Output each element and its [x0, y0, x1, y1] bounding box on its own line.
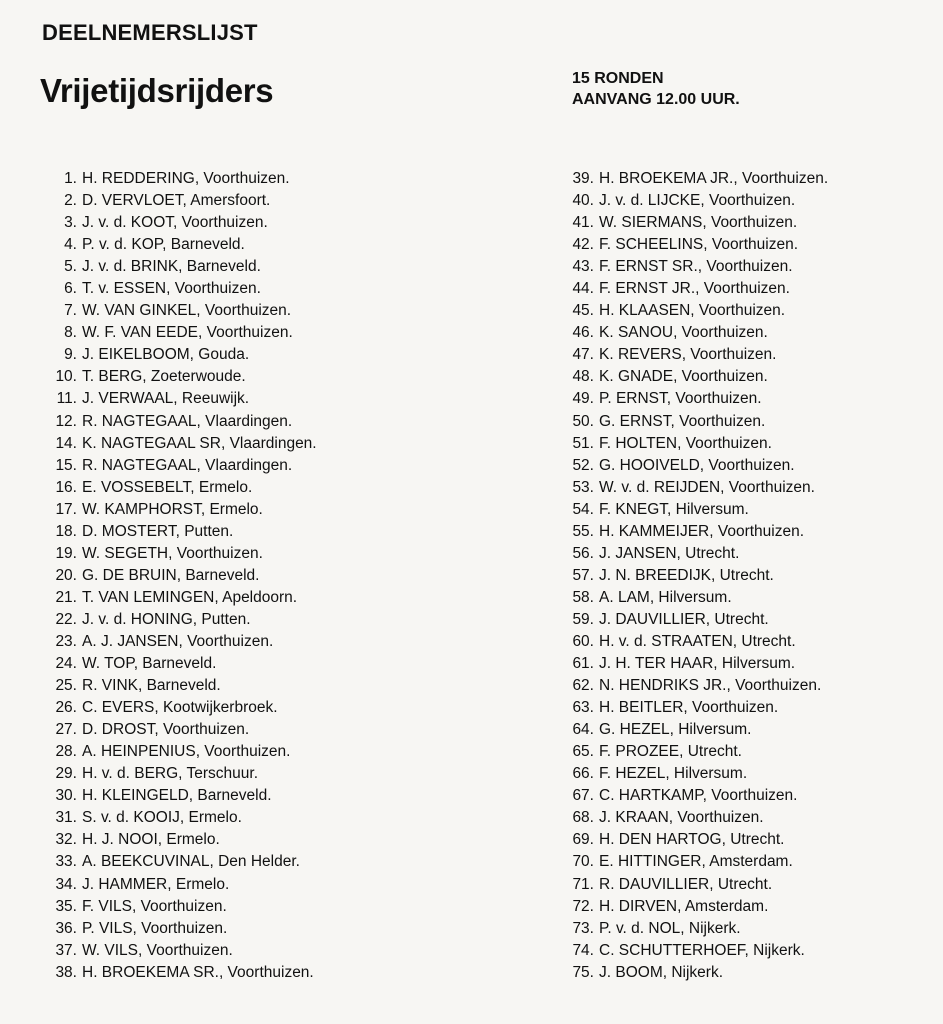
participant-entry — [40, 411, 317, 433]
participant-number: 24. — [55, 655, 77, 673]
participant-entry — [566, 697, 828, 719]
participant-entry — [40, 521, 317, 543]
participant-entry — [40, 300, 317, 322]
participant-name: A. HEINPENIUS, Voorthuizen. — [82, 743, 291, 761]
participant-name: F. SCHEELINS, Voorthuizen. — [599, 236, 799, 254]
participant-name: H. BROEKEMA JR., Voorthuizen. — [599, 170, 829, 187]
participant-entry — [40, 609, 317, 631]
participant-number: 63. — [572, 699, 594, 717]
participant-name: K. GNADE, Voorthuizen. — [599, 368, 768, 386]
participant-number: 73. — [572, 919, 594, 937]
participant-number: 58. — [572, 588, 594, 606]
participant-number: 6. — [64, 280, 77, 298]
participant-name: J. v. d. KOOT, Voorthuizen. — [82, 214, 268, 232]
participant-number: 35. — [55, 897, 77, 915]
participant-number: 37. — [55, 941, 77, 959]
participant-entry — [566, 366, 828, 388]
participant-entry — [566, 477, 828, 499]
participant-name: J. BOOM, Nijkerk. — [599, 963, 724, 981]
participant-name: S. v. d. KOOIJ, Ermelo. — [82, 809, 242, 827]
participant-name: C. SCHUTTERHOEF, Nijkerk. — [599, 941, 805, 959]
race-laps: 15 RONDEN — [572, 70, 664, 87]
participant-number: 62. — [572, 677, 594, 695]
participant-name: H. REDDERING, Voorthuizen. — [82, 170, 290, 187]
participant-entry — [40, 366, 317, 388]
participant-number: 34. — [55, 875, 77, 893]
participant-name: J. N. BREEDIJK, Utrecht. — [599, 566, 774, 584]
participant-number: 41. — [572, 214, 594, 232]
participant-entry — [40, 168, 317, 190]
participant-number: 59. — [572, 610, 594, 628]
participant-number: 75. — [572, 963, 594, 981]
participant-name: F. HEZEL, Hilversum. — [599, 765, 748, 783]
participant-number: 27. — [55, 721, 77, 739]
participant-entry — [40, 477, 317, 499]
participant-name: T. VAN LEMINGEN, Apeldoorn. — [82, 588, 298, 606]
participant-number: 56. — [572, 544, 594, 562]
participant-entry — [40, 455, 317, 477]
participant-name: F. ERNST SR., Voorthuizen. — [599, 258, 793, 276]
participant-number: 7. — [64, 302, 77, 320]
participant-number: 31. — [55, 809, 77, 827]
participant-entry — [566, 631, 828, 653]
participant-name: H. DEN HARTOG, Utrecht. — [599, 831, 785, 849]
participant-entry — [566, 785, 828, 807]
participant-entry — [40, 851, 317, 873]
participant-name: G. ERNST, Voorthuizen. — [599, 412, 766, 430]
participant-list-left — [40, 168, 317, 984]
participant-number: 45. — [572, 302, 594, 320]
participant-name: R. NAGTEGAAL, Vlaardingen. — [82, 412, 293, 430]
participant-entry — [40, 587, 317, 609]
participant-entry — [566, 322, 828, 344]
participant-number: 49. — [572, 390, 594, 408]
participant-name: W. TOP, Barneveld. — [82, 655, 217, 673]
participant-name: C. EVERS, Kootwijkerbroek. — [82, 699, 278, 717]
participant-name: F. HOLTEN, Voorthuizen. — [599, 434, 772, 452]
participant-name: J. HAMMER, Ermelo. — [82, 875, 230, 893]
participant-entry — [40, 631, 317, 653]
participant-name: D. MOSTERT, Putten. — [82, 522, 234, 540]
participant-entry — [566, 344, 828, 366]
participant-number: 15. — [55, 456, 77, 474]
participant-entry — [566, 256, 828, 278]
participant-entry — [566, 278, 828, 300]
participant-number: 16. — [55, 478, 77, 496]
participant-number: 5. — [64, 258, 77, 276]
participant-name: P. ERNST, Voorthuizen. — [599, 390, 762, 408]
participant-name: A. LAM, Hilversum. — [599, 588, 732, 606]
participant-name: K. REVERS, Voorthuizen. — [599, 346, 777, 364]
participant-number: 68. — [572, 809, 594, 827]
participant-entry — [566, 521, 828, 543]
participant-name: G. HOOIVELD, Voorthuizen. — [599, 456, 795, 474]
participant-name: J. EIKELBOOM, Gouda. — [82, 346, 250, 364]
participant-number: 33. — [55, 853, 77, 871]
participant-entry — [40, 741, 317, 763]
participant-number: 20. — [55, 566, 77, 584]
participant-name: P. v. d. NOL, Nijkerk. — [599, 919, 741, 937]
participant-number: 18. — [55, 522, 77, 540]
participant-entry — [40, 322, 317, 344]
participant-number: 51. — [572, 434, 594, 452]
participant-number: 22. — [55, 610, 77, 628]
participant-entry — [40, 543, 317, 565]
participant-name: A. BEEKCUVINAL, Den Helder. — [82, 853, 300, 871]
participant-entry — [40, 278, 317, 300]
participant-number: 64. — [572, 721, 594, 739]
participant-name: H. DIRVEN, Amsterdam. — [599, 897, 769, 915]
participant-number: 23. — [55, 632, 77, 650]
participant-number: 11. — [56, 390, 77, 408]
participant-name: N. HENDRIKS JR., Voorthuizen. — [599, 677, 822, 695]
participant-entry — [40, 785, 317, 807]
participant-number: 25. — [55, 677, 77, 695]
participant-number: 30. — [55, 787, 77, 805]
participant-entry — [40, 190, 317, 212]
participant-entry — [40, 807, 317, 829]
participant-entry — [566, 653, 828, 675]
participant-name: J. DAUVILLIER, Utrecht. — [599, 610, 769, 628]
participant-name: G. DE BRUIN, Barneveld. — [82, 566, 260, 584]
participant-entry — [40, 499, 317, 521]
participant-entry — [566, 587, 828, 609]
participant-name: P. v. d. KOP, Barneveld. — [82, 236, 245, 254]
participant-name: R. DAUVILLIER, Utrecht. — [599, 875, 773, 893]
participant-name: F. KNEGT, Hilversum. — [599, 500, 749, 518]
participant-number: 38. — [55, 963, 77, 981]
participant-number: 3. — [64, 214, 77, 232]
header-label: DEELNEMERSLIJST — [42, 20, 258, 45]
participant-name: H. v. d. BERG, Terschuur. — [82, 765, 259, 783]
participant-name: F. ERNST JR., Voorthuizen. — [599, 280, 790, 298]
participant-number: 67. — [572, 787, 594, 805]
participant-entry — [40, 962, 317, 984]
participant-number: 46. — [572, 324, 594, 342]
participant-number: 26. — [55, 699, 77, 717]
participant-entry — [566, 675, 828, 697]
participant-number: 53. — [572, 478, 594, 496]
participant-name: W. SIERMANS, Voorthuizen. — [599, 214, 798, 232]
participant-number: 19. — [55, 544, 77, 562]
participant-entry — [40, 829, 317, 851]
participant-entry — [566, 829, 828, 851]
participant-name: G. HEZEL, Hilversum. — [599, 721, 752, 739]
race-start-time: AANVANG 12.00 UUR. — [572, 91, 740, 108]
participant-entry — [566, 455, 828, 477]
participant-number: 70. — [572, 853, 594, 871]
participant-number: 9. — [64, 346, 77, 364]
participant-entry — [566, 565, 828, 587]
participant-entry — [40, 234, 317, 256]
participant-entry — [40, 896, 317, 918]
participant-number: 17. — [55, 500, 77, 518]
participant-entry — [40, 388, 317, 410]
participant-name: H. J. NOOI, Ermelo. — [82, 831, 220, 849]
participant-entry — [566, 763, 828, 785]
participant-name: W. KAMPHORST, Ermelo. — [82, 500, 263, 518]
participant-name: P. VILS, Voorthuizen. — [82, 919, 228, 937]
participant-entry — [566, 741, 828, 763]
participant-entry — [566, 234, 828, 256]
participant-entry — [566, 874, 828, 896]
participant-entry — [40, 344, 317, 366]
participant-number: 48. — [572, 368, 594, 386]
participant-entry — [40, 719, 317, 741]
participant-entry — [40, 565, 317, 587]
participant-name: C. HARTKAMP, Voorthuizen. — [599, 787, 798, 805]
participant-name: T. BERG, Zoeterwoude. — [82, 368, 246, 386]
participant-number: 52. — [572, 456, 594, 474]
participant-entry — [566, 388, 828, 410]
participant-number: 2. — [64, 192, 77, 210]
participant-name: W. v. d. REIJDEN, Voorthuizen. — [599, 478, 815, 496]
participant-number: 65. — [572, 743, 594, 761]
participant-entry — [566, 918, 828, 940]
participant-entry — [566, 190, 828, 212]
participant-name: J. v. d. BRINK, Barneveld. — [82, 258, 261, 276]
participant-number: 21. — [55, 588, 77, 606]
participant-entry — [566, 411, 828, 433]
participant-entry — [40, 918, 317, 940]
participant-number: 74. — [572, 941, 594, 959]
participant-entry — [566, 940, 828, 962]
participant-entry — [566, 851, 828, 873]
participant-entry — [40, 697, 317, 719]
participant-name: H. BEITLER, Voorthuizen. — [599, 699, 779, 717]
participant-name: J. v. d. LIJCKE, Voorthuizen. — [599, 192, 796, 210]
participant-number: 36. — [55, 919, 77, 937]
participant-number: 39. — [572, 170, 594, 187]
participant-number: 10. — [55, 368, 77, 386]
participant-entry — [40, 212, 317, 234]
participant-number: 14. — [55, 434, 77, 452]
participant-name: D. VERVLOET, Amersfoort. — [82, 192, 271, 210]
participant-entry — [566, 543, 828, 565]
participant-name: H. KLAASEN, Voorthuizen. — [599, 302, 786, 320]
participant-number: 32. — [55, 831, 77, 849]
participant-number: 42. — [572, 236, 594, 254]
participant-name: J. VERWAAL, Reeuwijk. — [82, 390, 250, 408]
participant-number: 61. — [572, 655, 594, 673]
participant-entry — [40, 675, 317, 697]
participant-number: 57. — [572, 566, 594, 584]
participant-name: A. J. JANSEN, Voorthuizen. — [82, 632, 274, 650]
participant-entry — [566, 433, 828, 455]
participant-name: W. VILS, Voorthuizen. — [82, 941, 233, 959]
participant-name: F. PROZEE, Utrecht. — [599, 743, 742, 761]
participant-number: 4. — [64, 236, 77, 254]
participant-entry — [566, 609, 828, 631]
participant-name: J. H. TER HAAR, Hilversum. — [599, 655, 796, 673]
participant-number: 29. — [55, 765, 77, 783]
participant-number: 71. — [572, 875, 594, 893]
participant-number: 66. — [572, 765, 594, 783]
participant-name: J. JANSEN, Utrecht. — [599, 544, 740, 562]
participant-entry — [566, 499, 828, 521]
participant-name: W. SEGETH, Voorthuizen. — [82, 544, 263, 562]
participant-name: H. KAMMEIJER, Voorthuizen. — [599, 522, 805, 540]
participant-number: 50. — [572, 412, 594, 430]
participant-name: W. VAN GINKEL, Voorthuizen. — [82, 302, 292, 320]
participant-name: K. NAGTEGAAL SR, Vlaardingen. — [82, 434, 317, 452]
participant-entry — [566, 300, 828, 322]
participant-entry — [566, 168, 828, 190]
participant-entry — [40, 256, 317, 278]
participant-number: 54. — [572, 500, 594, 518]
participant-name: R. NAGTEGAAL, Vlaardingen. — [82, 456, 293, 474]
participant-entry — [566, 896, 828, 918]
participant-name: J. KRAAN, Voorthuizen. — [599, 809, 764, 827]
participant-number: 72. — [572, 897, 594, 915]
participant-entry — [566, 212, 828, 234]
participant-entry — [566, 719, 828, 741]
participant-number: 55. — [572, 522, 594, 540]
participant-number: 44. — [572, 280, 594, 298]
participant-number: 28. — [55, 743, 77, 761]
participant-number: 47. — [572, 346, 594, 364]
participant-number: 69. — [572, 831, 594, 849]
participant-entry — [40, 940, 317, 962]
participant-name: K. SANOU, Voorthuizen. — [599, 324, 768, 342]
participant-name: F. VILS, Voorthuizen. — [82, 897, 227, 915]
participant-name: E. HITTINGER, Amsterdam. — [599, 853, 793, 871]
participant-name: H. BROEKEMA SR., Voorthuizen. — [82, 963, 314, 981]
participant-number: 1. — [64, 170, 77, 187]
participant-entry — [566, 962, 828, 984]
participant-number: 60. — [572, 632, 594, 650]
participant-number: 43. — [572, 258, 594, 276]
participant-name: D. DROST, Voorthuizen. — [82, 721, 250, 739]
participant-name: W. F. VAN EEDE, Voorthuizen. — [82, 324, 293, 342]
page-title: Vrijetijdsrijders — [40, 72, 274, 109]
participant-name: R. VINK, Barneveld. — [82, 677, 221, 695]
participant-entry — [40, 763, 317, 785]
participant-name: H. v. d. STRAATEN, Utrecht. — [599, 632, 796, 650]
participant-entry — [40, 874, 317, 896]
participant-number: 40. — [572, 192, 594, 210]
participant-name: H. KLEINGELD, Barneveld. — [82, 787, 272, 805]
participant-number: 12. — [55, 412, 77, 430]
participant-entry — [40, 653, 317, 675]
participant-entry — [566, 807, 828, 829]
participant-list-right — [566, 168, 828, 984]
participant-entry — [40, 433, 317, 455]
participant-number: 8. — [64, 324, 77, 342]
race-info — [572, 68, 740, 110]
participant-name: T. v. ESSEN, Voorthuizen. — [82, 280, 261, 298]
participant-name: J. v. d. HONING, Putten. — [82, 610, 251, 628]
participant-name: E. VOSSEBELT, Ermelo. — [82, 478, 253, 496]
